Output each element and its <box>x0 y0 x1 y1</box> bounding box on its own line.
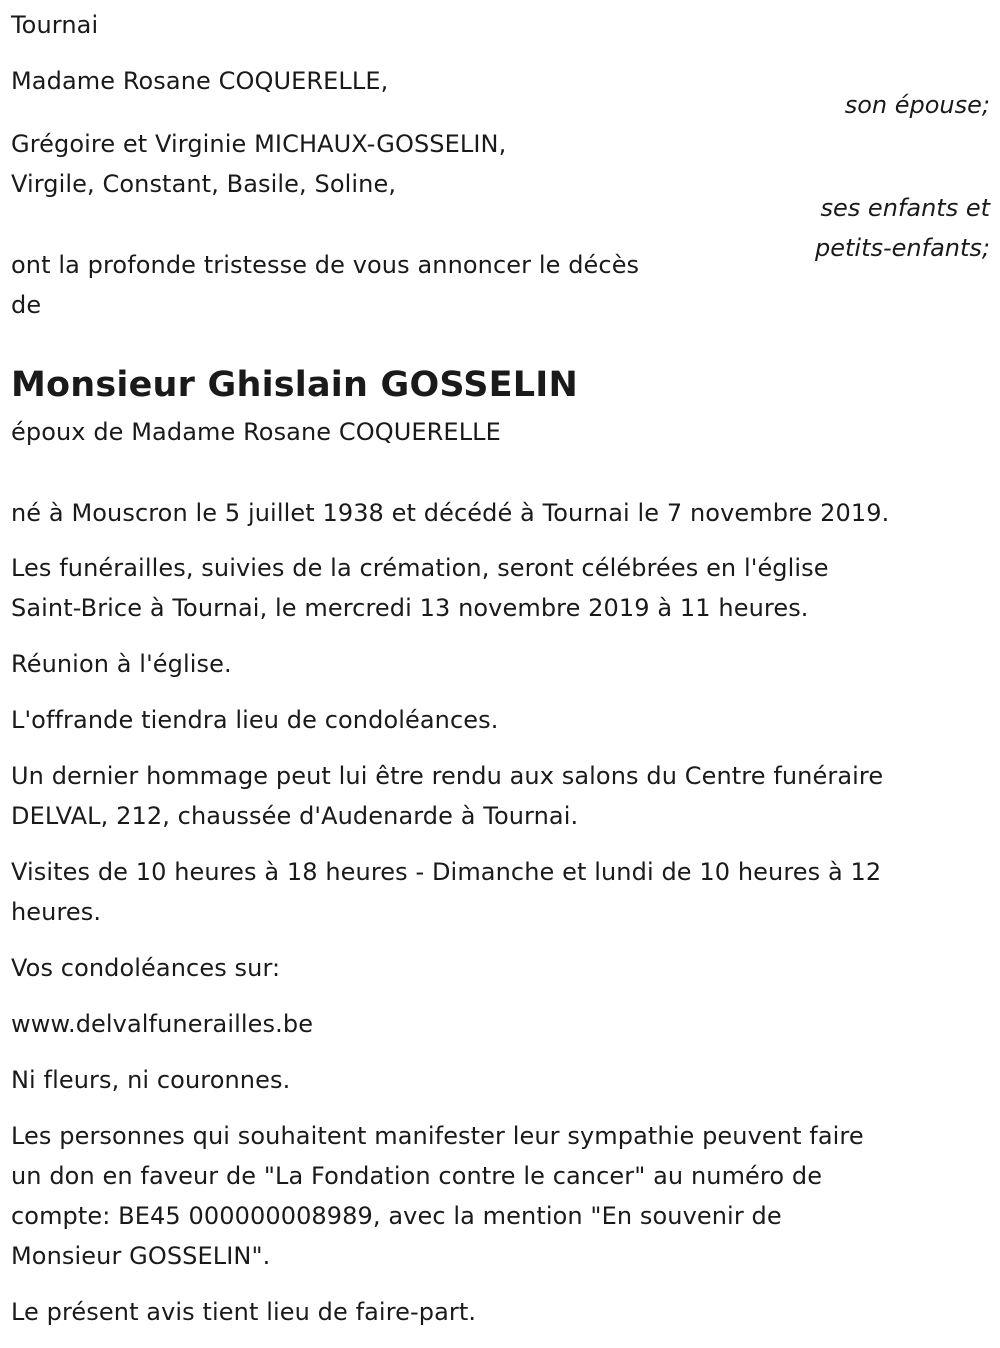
tribute-line-2: DELVAL, 212, chaussée d'Audenarde à Tournai. <box>11 802 579 830</box>
no-flowers-text: Ni fleurs, ni couronnes. <box>11 1066 291 1094</box>
funeral-line-1: Les funérailles, suivies de la crémation, seront célébrées en l'église <box>11 554 829 582</box>
spouse-role: son épouse; <box>844 91 990 119</box>
children-role-line-2: petits-enfants; <box>815 234 990 262</box>
condolences-label: Vos condoléances sur: <box>11 954 281 982</box>
donation-line-3: compte: BE45 000000008989, avec la mention "En souvenir de <box>11 1202 782 1230</box>
closing-text: Le présent avis tient lieu de faire-part. <box>11 1298 477 1326</box>
visits-line-2: heures. <box>11 898 102 926</box>
location: Tournai <box>11 11 99 39</box>
website-text: www.delvalfunerailles.be <box>11 1010 314 1038</box>
meeting-text: Réunion à l'église. <box>11 650 232 678</box>
spouse-name: Madame Rosane COQUERELLE, <box>11 67 389 95</box>
announcement-line-2: de <box>11 291 42 319</box>
deceased-name: Monsieur Ghislain GOSSELIN <box>11 365 578 405</box>
donation-line-4: Monsieur GOSSELIN". <box>11 1242 271 1270</box>
visits-line-1: Visites de 10 heures à 18 heures - Dimanche et lundi de 10 heures à 12 <box>11 858 882 886</box>
announcement-line-1: ont la profonde tristesse de vous annoncer le décès <box>11 251 640 279</box>
deceased-relation: époux de Madame Rosane COQUERELLE <box>11 418 501 446</box>
funeral-line-2: Saint-Brice à Tournai, le mercredi 13 novembre 2019 à 11 heures. <box>11 594 809 622</box>
tribute-line-1: Un dernier hommage peut lui être rendu aux salons du Centre funéraire <box>11 762 884 790</box>
birth-death-text: né à Mouscron le 5 juillet 1938 et décédé à Tournai le 7 novembre 2019. <box>11 499 890 527</box>
children-line-1: Grégoire et Virginie MICHAUX-GOSSELIN, <box>11 130 507 158</box>
children-role-line-1: ses enfants et <box>820 194 990 222</box>
offering-text: L'offrande tiendra lieu de condoléances. <box>11 706 499 734</box>
donation-line-1: Les personnes qui souhaitent manifester leur sympathie peuvent faire <box>11 1122 864 1150</box>
donation-line-2: un don en faveur de "La Fondation contre le cancer" au numéro de <box>11 1162 823 1190</box>
children-line-2: Virgile, Constant, Basile, Soline, <box>11 170 397 198</box>
